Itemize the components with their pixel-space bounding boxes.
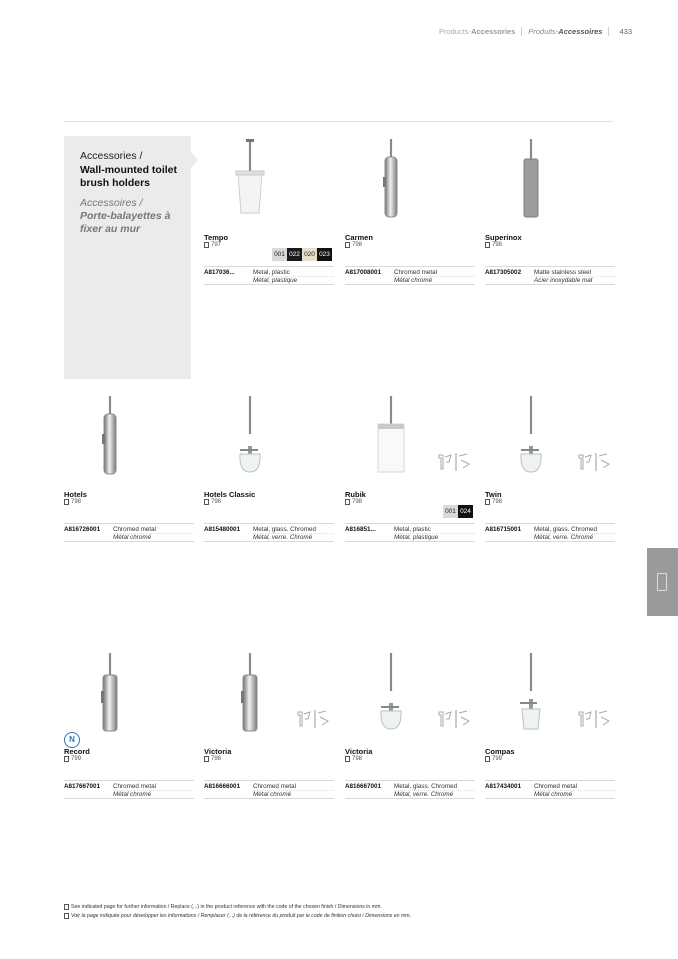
finish-swatch[interactable]: 023 (317, 248, 332, 261)
finish-swatches (443, 505, 473, 518)
product-page-number: 798 (211, 756, 222, 762)
page-ref-icon (64, 904, 69, 910)
product-code: A816715001 (485, 526, 522, 533)
page-ref-icon (64, 756, 69, 762)
product-page-ref[interactable] (485, 756, 502, 762)
product-material: Chromed metal (113, 783, 157, 790)
product-page-ref[interactable] (64, 756, 81, 762)
finish-swatches (272, 248, 332, 261)
product-name: Twin (485, 490, 502, 499)
product-code: A817305002 (485, 269, 522, 276)
product-page-ref[interactable] (204, 242, 221, 248)
product-name: Tempo (204, 233, 229, 242)
category-title-en: Wall-mounted toilet brush holders (80, 164, 178, 189)
product-reference-row (345, 523, 475, 542)
product-card[interactable] (345, 137, 475, 297)
product-reference-row (345, 780, 475, 799)
product-page-ref[interactable] (204, 499, 221, 505)
product-material: Chromed metal (113, 526, 157, 533)
footer-text-fr: Voir la page indiquée pour développer les informations / Remplacer (...) de la référence du produit par le code de finition choisi / Dimensions en mm. (71, 913, 412, 919)
product-material: Metal, plastic (394, 526, 431, 533)
finish-swatch[interactable]: 022 (287, 248, 302, 261)
page-ref-icon (345, 242, 350, 248)
product-card[interactable] (204, 137, 334, 297)
header-separator (521, 27, 522, 36)
product-page-number: 797 (211, 242, 222, 248)
product-material-fr: Métal chromé (113, 791, 152, 798)
product-reference-row (345, 266, 475, 285)
page-ref-icon (485, 499, 490, 505)
header-produits: Produits (528, 27, 556, 36)
product-reference-row (204, 780, 334, 799)
product-reference-row (485, 780, 615, 799)
page-header (439, 27, 632, 36)
product-material: Chromed metal (534, 783, 578, 790)
wall-mount-icon (437, 707, 471, 731)
product-reference-row (485, 523, 615, 542)
page-ref-icon (64, 499, 69, 505)
product-name: Record (64, 747, 90, 756)
product-name: Carmen (345, 233, 373, 242)
product-reference-row (64, 523, 194, 542)
product-material-fr: Métal chromé (534, 791, 573, 798)
product-name: Superinox (485, 233, 522, 242)
page-ref-icon (204, 242, 209, 248)
page-ref-icon (485, 756, 490, 762)
product-page-number: 798 (352, 499, 363, 505)
product-page-number: 798 (71, 499, 82, 505)
category-intro-box (64, 136, 191, 379)
product-page-ref[interactable] (345, 756, 362, 762)
product-reference-row (204, 266, 334, 285)
product-material: Metal, glass. Chromed (394, 783, 457, 790)
product-image (204, 137, 334, 229)
product-card[interactable] (64, 651, 194, 811)
footer-text-en: See indicated page for further information / Replace (...) in the product reference with the code of the chosen finish / Dimensions in mm. (71, 904, 382, 910)
product-reference-row (204, 523, 334, 542)
product-material-fr: Métal chromé (253, 791, 292, 798)
section-side-tab[interactable] (647, 548, 678, 616)
wall-mount-icon (577, 450, 611, 474)
product-reference-row (64, 780, 194, 799)
product-code: A817036... (204, 269, 235, 276)
product-card[interactable] (204, 394, 334, 554)
product-material: Matte stainless steel (534, 269, 592, 276)
product-material-fr: Métal, verre. Chromé (253, 534, 313, 541)
product-material-fr: Métal, verre. Chromé (534, 534, 594, 541)
wall-mount-icon (437, 450, 471, 474)
product-name: Rubik (345, 490, 366, 499)
product-name: Hotels (64, 490, 87, 499)
wall-mount-icon (296, 707, 330, 731)
product-page-number: 798 (211, 499, 222, 505)
page-ref-icon (485, 242, 490, 248)
product-page-number: 799 (71, 756, 82, 762)
product-page-ref[interactable] (345, 499, 362, 505)
top-divider (64, 121, 613, 122)
product-material-fr: Métal chromé (113, 534, 152, 541)
product-material: Chromed metal (394, 269, 438, 276)
product-page-number: 799 (492, 756, 503, 762)
product-card[interactable] (485, 394, 615, 554)
product-page-number: 798 (352, 756, 363, 762)
category-title-fr: Porte-balayettes à fixer au mur (80, 210, 171, 235)
product-page-number: 798 (492, 242, 503, 248)
product-image (485, 137, 615, 229)
product-code: A817008001 (345, 269, 382, 276)
product-page-ref[interactable] (485, 499, 502, 505)
page-number: 433 (619, 27, 632, 36)
product-page-number: 798 (492, 499, 503, 505)
product-code: A816726001 (64, 526, 101, 533)
wall-mount-icon (577, 707, 611, 731)
product-material: Metal, plastic (253, 269, 290, 276)
header-dash: - (468, 27, 472, 36)
product-name: Compas (485, 747, 515, 756)
header-separator-2 (608, 27, 609, 36)
product-material: Chromed metal (253, 783, 297, 790)
category-en: Accessories / (80, 150, 143, 162)
product-name: Hotels Classic (204, 490, 256, 499)
product-image (64, 394, 194, 486)
product-page-ref[interactable] (64, 499, 81, 505)
brush-holder-icon (657, 573, 667, 591)
category-fr: Accessoires / (80, 197, 143, 209)
page-ref-icon (345, 756, 350, 762)
finish-swatch[interactable]: 001 (443, 505, 458, 518)
product-material: Metal, glass. Chromed (253, 526, 316, 533)
product-code: A817667001 (64, 783, 101, 790)
product-material-fr: Acier inoxydable mat (534, 277, 593, 284)
product-material-fr: Métal, verre. Chromé (394, 791, 454, 798)
product-card[interactable] (345, 651, 475, 811)
product-code: A817434001 (485, 783, 522, 790)
product-code: A815480001 (204, 526, 241, 533)
product-card[interactable] (64, 394, 194, 554)
footer-note-fr (64, 913, 411, 919)
product-image (345, 137, 475, 229)
product-page-ref[interactable] (345, 242, 362, 248)
header-products: Products (438, 27, 469, 36)
product-material-fr: Métal, plastique (253, 277, 298, 284)
header-accessories: Accessories (471, 27, 516, 36)
new-badge-icon: N (64, 732, 80, 748)
footer-note-en (64, 904, 382, 910)
product-card[interactable] (485, 137, 615, 297)
product-card[interactable] (204, 651, 334, 811)
product-reference-row (485, 266, 615, 285)
product-material-fr: Métal, plastique (394, 534, 439, 541)
product-name: Victoria (345, 747, 373, 756)
page-ref-icon (204, 499, 209, 505)
product-material: Metal, glass. Chromed (534, 526, 597, 533)
product-material-fr: Métal chromé (394, 277, 433, 284)
product-card[interactable] (345, 394, 475, 554)
header-dash-fr: - (555, 27, 559, 36)
product-page-ref[interactable] (204, 756, 221, 762)
product-code: A816666001 (204, 783, 241, 790)
product-page-number: 798 (352, 242, 363, 248)
header-accessoires: Accessoires (558, 27, 603, 36)
page-ref-icon (345, 499, 350, 505)
finish-swatch[interactable]: 001 (272, 248, 287, 261)
product-code: A816667001 (345, 783, 382, 790)
product-name: Victoria (204, 747, 232, 756)
page-ref-icon (64, 913, 69, 919)
product-page-ref[interactable] (485, 242, 502, 248)
finish-swatch[interactable]: 020 (302, 248, 317, 261)
product-card[interactable] (485, 651, 615, 811)
product-code: A816851... (345, 526, 376, 533)
finish-swatch[interactable]: 024 (458, 505, 473, 518)
page-ref-icon (204, 756, 209, 762)
product-image (204, 394, 334, 486)
product-image (64, 651, 194, 743)
intro-notch (191, 152, 198, 168)
